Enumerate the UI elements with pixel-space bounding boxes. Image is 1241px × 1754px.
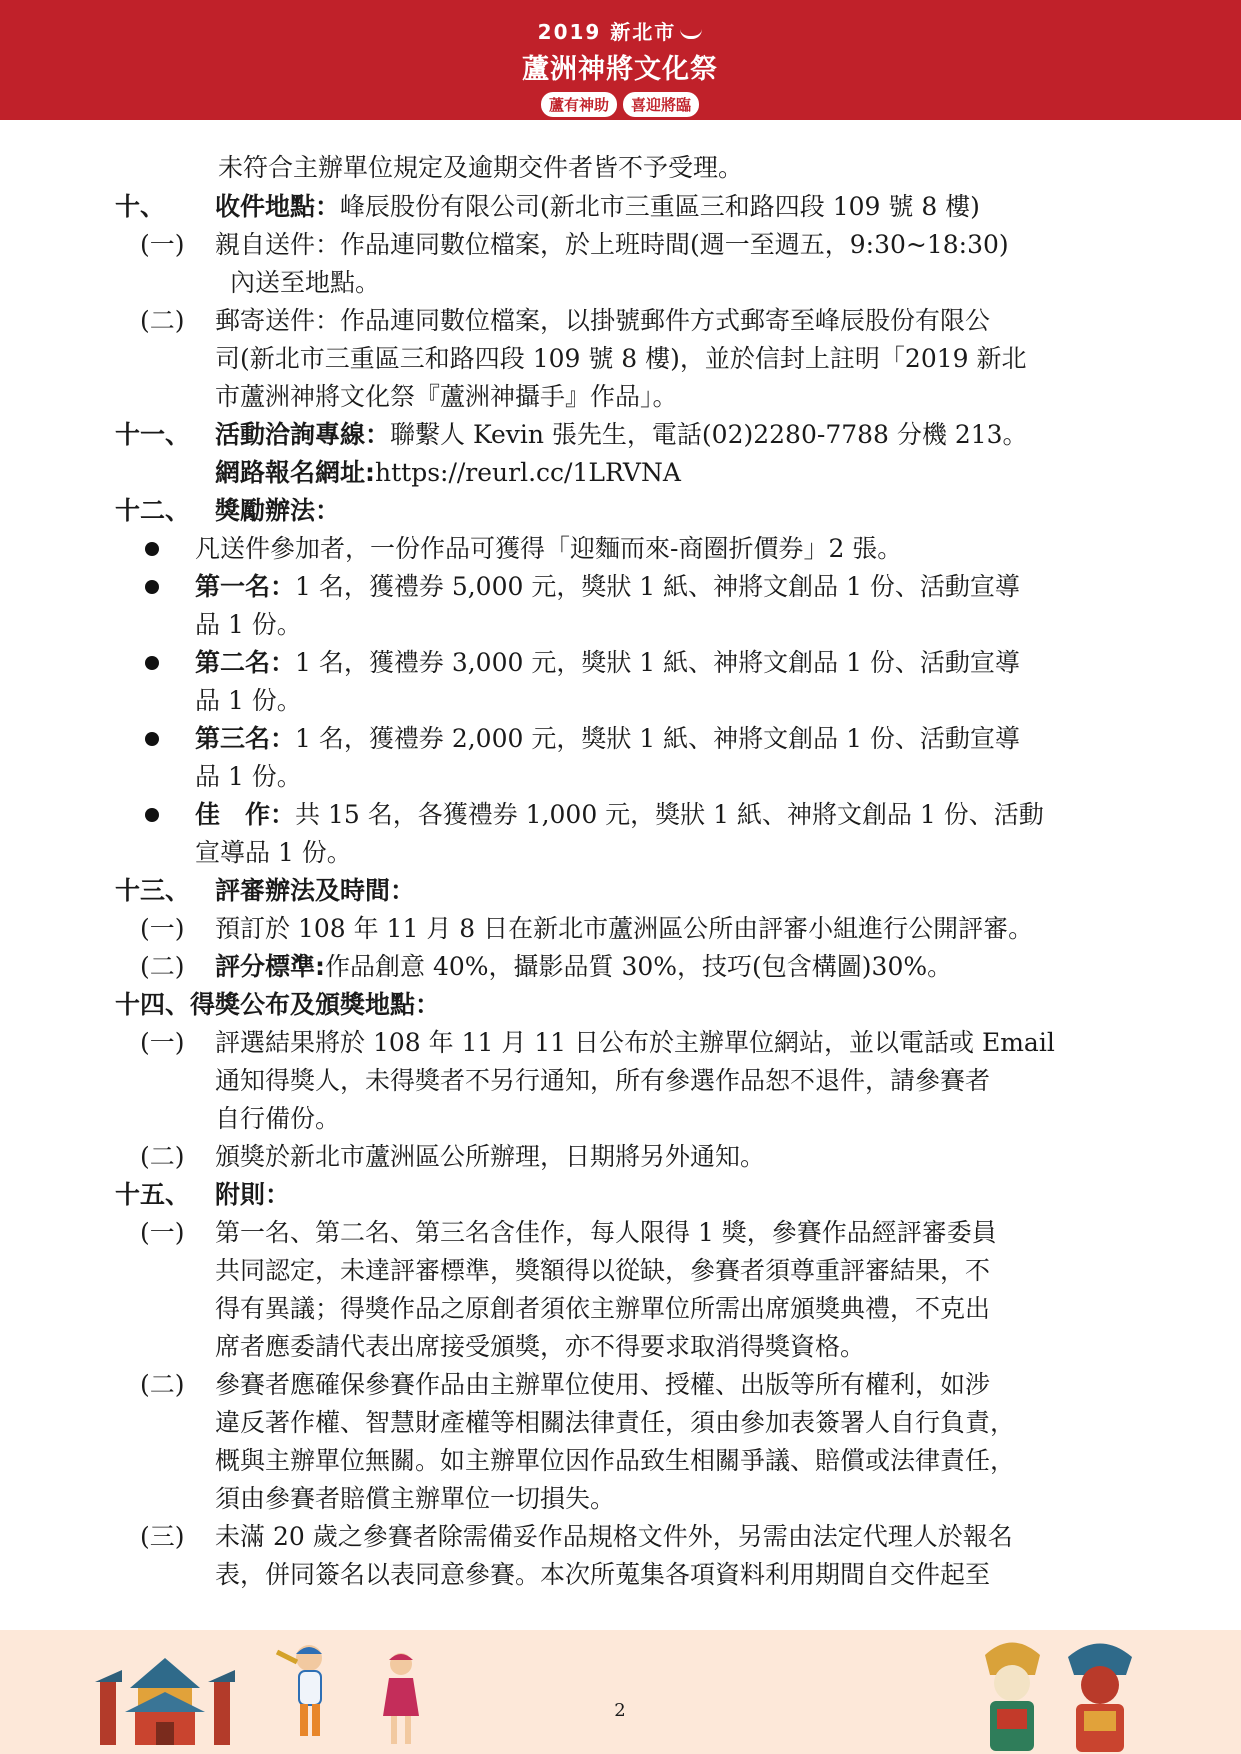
item-text: 頒獎於新北市蘆洲區公所辦理，日期將另外通知。 — [215, 1142, 766, 1171]
item-text: 作品創意 40%，攝影品質 30%，技巧(包含構圖)30%。 — [325, 952, 953, 981]
bullet-icon — [145, 808, 159, 822]
section-number: 十五、 — [115, 1180, 191, 1209]
prize-text: 共 15 名，各獲禮券 1,000 元，獎狀 1 紙、神將文創品 1 份、活動 — [295, 800, 1044, 829]
logo-year-city: 2019 新北市 — [537, 20, 677, 44]
item-text: 須由參賽者賠償主辦單位一切損失。 — [215, 1484, 616, 1513]
item-text: 第一名、第二名、第三名含佳作，每人限得 1 獎，參賽作品經評審委員 — [215, 1218, 997, 1247]
item-text: 自行備份。 — [215, 1104, 341, 1133]
item-text: 郵寄送件：作品連同數位檔案，以掛號郵件方式郵寄至峰辰股份有限公 — [215, 306, 991, 335]
section-number: 十、 — [115, 192, 166, 221]
item-text: 評選結果將於 108 年 11 月 11 日公布於主辦單位網站，並以電話或 Email — [215, 1028, 1055, 1057]
prize-title: 第二名： — [195, 648, 296, 677]
item-number: (二) — [140, 1370, 185, 1399]
item-number: (二) — [140, 952, 185, 981]
prize-title: 佳 作： — [195, 800, 296, 829]
section-title: 評審辦法及時間： — [215, 876, 416, 905]
section-number: 十二、 — [115, 496, 191, 525]
section-title: 附則： — [215, 1180, 291, 1209]
continued-text: 未符合主辦單位規定及逾期交件者皆不予受理。 — [218, 153, 744, 182]
item-text: 違反著作權、智慧財產權等相關法律責任，須由參加表簽署人自行負責， — [215, 1408, 1016, 1437]
item-text: 共同認定，未達評審標準，獎額得以從缺，參賽者須尊重評審結果，不 — [215, 1256, 991, 1285]
child-girl-illustration — [375, 1650, 425, 1750]
item-text: 內送至地點。 — [230, 268, 381, 297]
page-header-banner — [0, 0, 1241, 120]
item-text: 參賽者應確保參賽作品由主辦單位使用、授權、出版等所有權利，如涉 — [215, 1370, 991, 1399]
item-text: 預訂於 108 年 11 月 8 日在新北市蘆洲區公所由評審小組進行公開評審。 — [215, 914, 1034, 943]
section-title: 收件地點： — [215, 192, 341, 221]
bullet-icon — [145, 542, 159, 556]
item-number: (一) — [140, 230, 185, 259]
prize-text: 1 名，獲禮券 2,000 元，獎狀 1 紙、神將文創品 1 份、活動宣導 — [295, 724, 1020, 753]
section-title: 活動洽詢專線： — [215, 420, 391, 449]
section-number: 十三、 — [115, 876, 191, 905]
page-number: 2 — [614, 1700, 626, 1721]
prize-title: 第三名： — [195, 724, 296, 753]
item-text: 得有異議；得獎作品之原創者須依主辦單位所需出席頒獎典禮，不克出 — [215, 1294, 991, 1323]
item-text: 通知得獎人，未得獎者不另行通知，所有參選作品恕不退件，請參賽者 — [215, 1066, 991, 1095]
page-footer — [0, 1630, 1241, 1754]
item-text: 概與主辦單位無關。如主辦單位因作品致生相關爭議、賠償或法律責任， — [215, 1446, 1016, 1475]
cloud-icon — [680, 28, 702, 39]
prize-text: 品 1 份。 — [195, 610, 302, 639]
section-text: 聯繫人 Kevin 張先生，電話(02)2280-7788 分機 213。 — [390, 420, 1028, 449]
logo-title: 蘆洲神將文化祭 — [522, 54, 718, 85]
logo-slogan-1: 蘆有神助 — [541, 92, 617, 117]
deity-figure-illustration — [1060, 1635, 1140, 1753]
item-number: (三) — [140, 1522, 185, 1551]
prize-text: 品 1 份。 — [195, 762, 302, 791]
item-text: 司(新北市三重區三和路四段 109 號 8 樓)，並於信封上註明「2019 新北 — [215, 344, 1027, 373]
section-number: 十一、 — [115, 420, 191, 449]
logo-slogan-2: 喜迎將臨 — [623, 92, 699, 117]
deity-figure-illustration — [975, 1635, 1050, 1753]
section-title: 獎勵辦法： — [215, 496, 341, 525]
item-text: 親自送件：作品連同數位檔案，於上班時間(週一至週五，9:30~18:30) — [215, 230, 1009, 259]
bullet-text: 凡送件參加者，一份作品可獲得「迎麵而來-商圈折價券」2 張。 — [195, 534, 903, 563]
item-text: 表，併同簽名以表同意參賽。本次所蒐集各項資料利用期間自交件起至 — [215, 1560, 991, 1589]
prize-title: 第一名： — [195, 572, 296, 601]
item-text: 席者應委請代表出席接受頒獎，亦不得要求取消得獎資格。 — [215, 1332, 866, 1361]
item-number: (一) — [140, 1218, 185, 1247]
bullet-icon — [145, 732, 159, 746]
bullet-icon — [145, 656, 159, 670]
prize-text: 1 名，獲禮券 5,000 元，獎狀 1 紙、神將文創品 1 份、活動宣導 — [295, 572, 1020, 601]
festival-logo — [500, 16, 740, 116]
bullet-icon — [145, 580, 159, 594]
section-text: 峰辰股份有限公司(新北市三重區三和路四段 109 號 8 樓) — [340, 192, 980, 221]
item-number: (一) — [140, 1028, 185, 1057]
signup-url-label: 網路報名網址: — [215, 458, 375, 487]
criteria-title: 評分標準: — [215, 952, 325, 981]
item-number: (二) — [140, 306, 185, 335]
item-text: 市蘆洲神將文化祭『蘆洲神攝手』作品」。 — [215, 382, 678, 411]
section-title: 十四、得獎公布及頒獎地點： — [115, 990, 441, 1019]
item-number: (一) — [140, 914, 185, 943]
item-text: 未滿 20 歲之參賽者除需備妥作品規格文件外，另需由法定代理人於報名 — [215, 1522, 1013, 1551]
prize-text: 宣導品 1 份。 — [195, 838, 352, 867]
prize-text: 品 1 份。 — [195, 686, 302, 715]
prize-text: 1 名，獲禮券 3,000 元，獎狀 1 紙、神將文創品 1 份、活動宣導 — [295, 648, 1020, 677]
item-number: (二) — [140, 1142, 185, 1171]
temple-illustration — [90, 1650, 240, 1750]
child-trumpet-illustration — [275, 1640, 335, 1750]
signup-url-link[interactable]: https://reurl.cc/1LRVNA — [375, 458, 681, 487]
